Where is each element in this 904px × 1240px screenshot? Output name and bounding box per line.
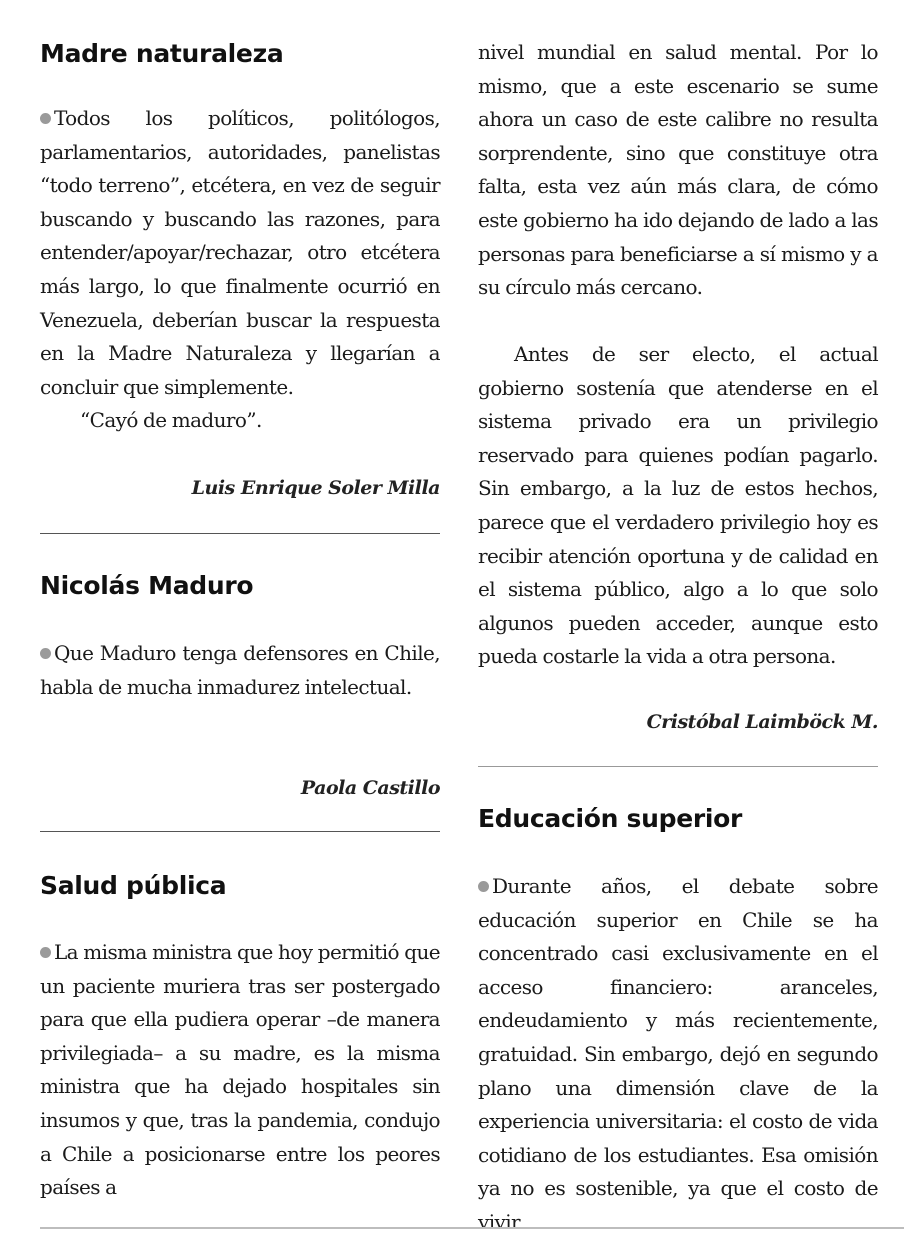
bullet-icon	[40, 113, 51, 124]
letter-body: Todos los políticos, politólogos, parlamentarios, autoridades, panelistas “todo terreno”, etcétera, en vez de seguir buscando y buscando las razones, para entender/apoyar/rechazar, otro etcétera más largo, lo que finalmente ocurrió en Venezuela, deberían buscar la respuesta en la Madre Naturaleza y llegarían a concluir que simplemente.	[40, 106, 440, 399]
bullet-icon	[478, 881, 489, 892]
letter-body-continued: nivel mundial en salud mental. Por lo mismo, que a este escenario se sume ahora un caso de este calibre no resulta sorprendente, sino que constituye otra falta, esta vez aún más clara, de cómo este gobierno ha ido dejando de lado a las personas para beneficiarse a sí mismo y a su círculo más cercano.	[478, 40, 878, 300]
letter-title: Nicolás Maduro	[40, 571, 254, 600]
page-bottom-rule	[40, 1227, 904, 1229]
letter-title: Salud pública	[40, 871, 227, 900]
section-divider	[40, 533, 440, 534]
bullet-icon	[40, 648, 51, 659]
letter-body: Antes de ser electo, el actual gobierno sostenía que atenderse en el sistema privado era un privilegio reservado para quienes podían pagarlo. Sin embargo, a la luz de estos hechos, parece que el verdadero privilegio hoy es recibir atención oportuna y de calidad en el sistema público, algo a lo que solo algunos pueden acceder, aunque esto pueda costarle la vida a otra persona.	[478, 342, 878, 669]
bullet-icon	[40, 947, 51, 958]
section-divider	[40, 831, 440, 832]
letter-author: Luis Enrique Soler Milla	[191, 477, 440, 499]
letter-body: Durante años, el debate sobre educación superior en Chile se ha concentrado casi exclusivamente en el acceso financiero: aranceles, endeudamiento y más recientemente, gratuidad. Sin embargo, dejó en segundo plano una dimensión clave de la experiencia universitaria: el costo de vida cotidiano de los estudiantes. Esa omisión ya no es sostenible, ya que el costo de vivir	[478, 874, 878, 1234]
section-divider	[478, 766, 878, 767]
letter-title: Educación superior	[478, 804, 743, 833]
letter-author: Cristóbal Laimböck M.	[646, 711, 878, 733]
letter-body: La misma ministra que hoy permitió que un paciente muriera tras ser postergado para que ella pudiera operar –de manera privilegiada– a su madre, es la misma ministra que ha dejado hospitales sin insumos y que, tras la pandemia, condujo a Chile a posicionarse entre los peores países a	[40, 940, 440, 1200]
letter-closing-line: “Cayó de maduro”.	[80, 408, 262, 432]
letter-title: Madre naturaleza	[40, 39, 284, 68]
letter-body: Que Maduro tenga defensores en Chile, habla de mucha inmadurez intelectual.	[40, 641, 440, 699]
letter-author: Paola Castillo	[300, 777, 440, 799]
